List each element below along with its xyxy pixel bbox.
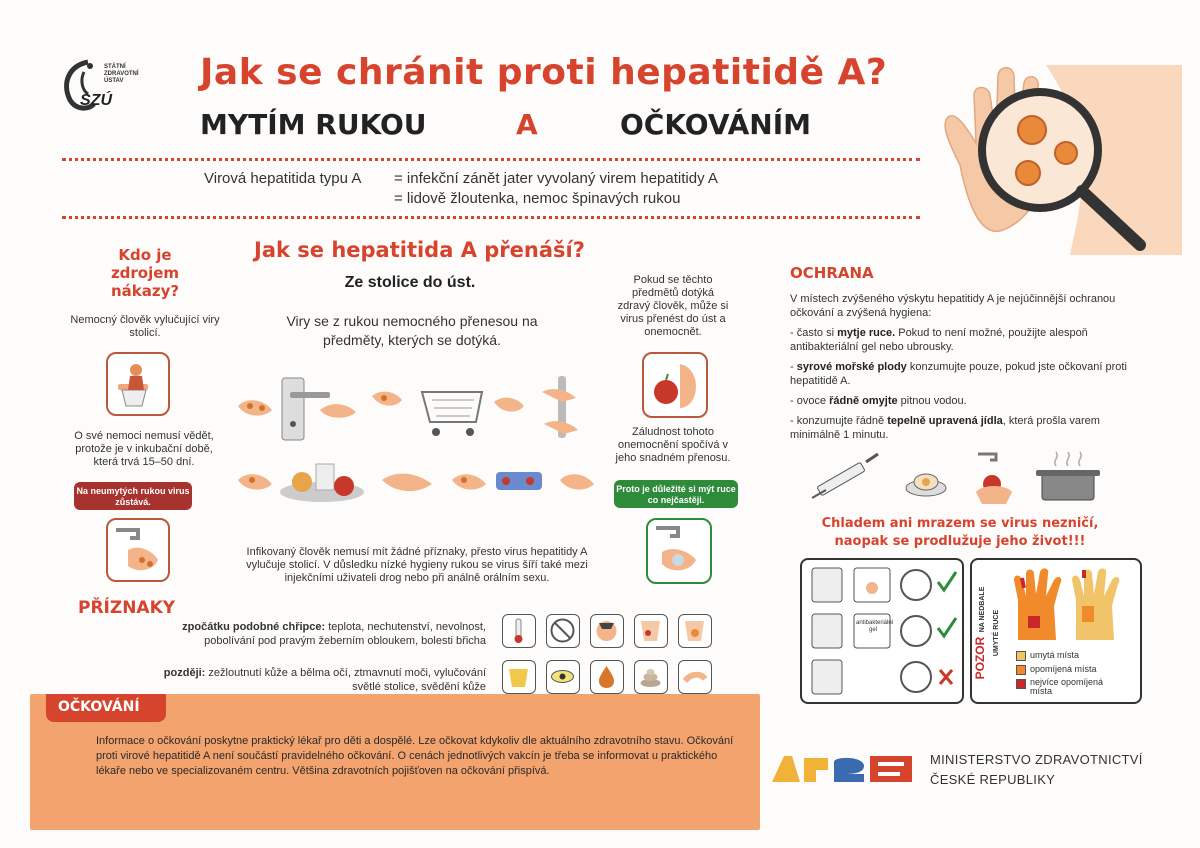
hands-shake-icon xyxy=(382,474,432,491)
protection-item-seafood: - syrové mořské plody konzumujte pouze, pokud jste očkovaní proti hepatitidě A. xyxy=(790,361,1127,387)
ministry-logo-mark xyxy=(770,752,920,786)
plate-icon xyxy=(901,570,931,692)
cold-warning-line-2: naopak se prodlužuje jeho život!!! xyxy=(834,534,1086,549)
vaccination-heading-tab xyxy=(46,694,166,722)
transmission-note: Infikovaný člověk nemusí mít žádné příznaky, přesto virus hepatitidy A vylučuje stolicí. V důsledku nízké hygieny rukou se virus šíří také mezi injekčními uživateli drog nebo při análně orálním sexu. xyxy=(246,546,588,584)
hands-food-icon xyxy=(238,464,364,502)
header-divider-top xyxy=(62,158,920,161)
legend-label-most-neglected: nejvíce opomíjená místa xyxy=(1030,677,1104,696)
source-text-2: O své nemoci nemusí vědět, protože je v inkubační době, která trvá 15–50 dní. xyxy=(74,430,214,468)
easy-spread-text: Záludnost tohoto onemocnění spočívá v jeho snadném přenosu. xyxy=(615,426,731,464)
ministry-name-line-2: ČESKÉ REPUBLIKY xyxy=(930,772,1056,787)
warning-pozor: POZOR xyxy=(973,636,987,680)
logo-org-line1: STÁTNÍ xyxy=(104,64,126,70)
seafood-icon xyxy=(906,474,946,496)
wash-often-badge: Proto je důležité si mýt ruce co nejčastěji. xyxy=(614,480,738,508)
no-appetite-icon xyxy=(546,614,580,648)
source-text-1: Nemocný člověk vylučující viry stolicí. xyxy=(70,314,220,339)
protection-item-fruit: - ovoce řádně omyjte pitnou vodou. xyxy=(790,395,967,407)
cross-icon xyxy=(940,670,952,684)
subtitle-and: A xyxy=(516,108,538,141)
toilet-icon xyxy=(812,568,842,694)
hand-magnifier-illustration xyxy=(920,55,1190,265)
yellow-eye-icon xyxy=(546,660,580,694)
legend-label-neglected: opomíjená místa xyxy=(1030,664,1097,674)
transmission-illustrations xyxy=(232,372,602,522)
healthy-person-text: Pokud se těchto předmětů dotýká zdravý člověk, může si virus přenést do úst a onemocnět. xyxy=(617,274,729,338)
transmission-heading: Jak se hepatitida A přenáší? xyxy=(254,238,585,262)
legend-label-washed: umytá místa xyxy=(1030,650,1080,660)
sink-icon xyxy=(854,568,890,602)
source-heading: Kdo je zdrojem nákazy? xyxy=(110,246,180,300)
yellow-skin-icon xyxy=(502,660,536,694)
thermometer-icon xyxy=(502,614,536,648)
protection-icons xyxy=(806,448,1116,508)
logo-org-line2: ZDRAVOTNÍ xyxy=(104,71,139,77)
symptoms-later-label: později: xyxy=(163,667,206,679)
definition-line-2: = lidově žloutenka, nemoc špinavých rukou xyxy=(394,190,681,207)
eating-apple-icon xyxy=(642,352,708,418)
toilet-person-icon xyxy=(106,352,170,416)
legend-swatch-neglected xyxy=(1016,665,1026,675)
vaccination-text: Informace o očkování poskytne praktický lékař pro děti a dospělé. Lze očkovat kdykoliv dle aktuálního zdravotního stavu. Očkování proti virové hepatitidě A není součástí pravidelného očkování. O cenách jednotlivých vakcín je třeba se informovat u praktického lékaře nebo ve specializovaném centru. Většina zdravotních pojišťoven na očkování přispívá. xyxy=(96,735,734,777)
logo-acronym: SZÚ xyxy=(80,92,112,109)
definition-line-1: = infekční zánět jater vyvolaný virem hepatitidy A xyxy=(394,170,718,187)
washing-hands-green-icon xyxy=(646,518,712,584)
hands-drug-kit-icon xyxy=(452,472,594,490)
protection-item-cooked-food: - konzumujte řádně tepelně upravená jídla, která prošla varem minimálně 1 minutu. xyxy=(790,415,1100,441)
page-title: Jak se chránit proti hepatitidě A? xyxy=(200,52,888,93)
gel-label: antibakteriální gel xyxy=(856,620,894,633)
hands-diagram-icon xyxy=(1010,566,1134,646)
washing-fruit-icon xyxy=(976,454,1012,504)
hygiene-steps-panel xyxy=(800,558,964,704)
subtitle-vaccination: OČKOVÁNÍM xyxy=(620,108,811,141)
logo-org-line3: ÚSTAV xyxy=(104,78,124,84)
unwashed-hands-badge: Na neumytých rukou virus zůstává. xyxy=(74,482,192,510)
protection-heading: OCHRANA xyxy=(790,264,874,282)
definition-term: Virová hepatitida typu A xyxy=(204,170,362,187)
ministry-name-line-1: MINISTERSTVO ZDRAVOTNICTVÍ xyxy=(930,752,1143,767)
syringe-icon xyxy=(812,454,878,498)
cooking-pot-icon xyxy=(1036,452,1100,500)
check-icon xyxy=(938,572,956,636)
itchy-skin-icon xyxy=(678,660,712,694)
protection-intro: V místech zvýšeného výskytu hepatitidy A je nejúčinnější ochranou očkování a zvýšená hygiena: xyxy=(790,293,1116,319)
page-subtitle xyxy=(200,108,840,148)
legend-swatch-most-neglected xyxy=(1016,679,1026,689)
hands-door-handle-icon xyxy=(238,378,356,440)
warning-line-2: NA NEDBALE xyxy=(979,586,986,633)
subtitle-handwashing: MYTÍM RUKOU xyxy=(200,108,427,141)
hands-shopping-cart-icon xyxy=(372,392,524,436)
light-stool-icon xyxy=(634,660,668,694)
symptoms-early-label: zpočátku podobné chřipce: xyxy=(182,621,326,633)
cold-warning-line-1: Chladem ani mrazem se virus nezničí, xyxy=(821,516,1099,531)
warning-line-3: UMYTÉ RUCE xyxy=(993,609,1000,657)
rib-pain-icon xyxy=(634,614,668,648)
header-divider-bottom xyxy=(62,216,920,219)
symptoms-later-text: zežloutnutí kůže a bělma očí, ztmavnutí moči, vylučování světlé stolice, svědění kůže xyxy=(208,667,486,693)
nausea-icon xyxy=(590,614,624,648)
vaccination-panel xyxy=(30,694,760,830)
transmission-route: Ze stolice do úst. xyxy=(344,274,476,291)
symptoms-heading: PŘÍZNAKY xyxy=(78,598,176,618)
handwashing-tap-icon xyxy=(106,518,170,582)
symptoms-early-text: teplota, nechutenství, nevolnost, pobolívání pod pravým žeberním obloukem, bolesti břicha xyxy=(204,621,486,647)
hands-legend-panel xyxy=(970,558,1142,704)
legend-swatch-washed xyxy=(1016,651,1026,661)
careless-washing-warning xyxy=(974,568,1002,698)
szu-logo xyxy=(58,56,148,112)
abdominal-pain-icon xyxy=(678,614,712,648)
dark-urine-icon xyxy=(590,660,624,694)
hands-grab-bar-icon xyxy=(542,376,578,438)
protection-list xyxy=(790,320,1130,442)
transmission-text: Viry se z rukou nemocného přenesou na předměty, kterých se dotýká. xyxy=(286,313,538,348)
vaccination-heading: OČKOVÁNÍ xyxy=(58,699,140,715)
protection-item-handwash: - často si mytje ruce. Pokud to není možné, použijte alespoň antibakteriální gel nebo ubrousky. xyxy=(790,327,1088,353)
